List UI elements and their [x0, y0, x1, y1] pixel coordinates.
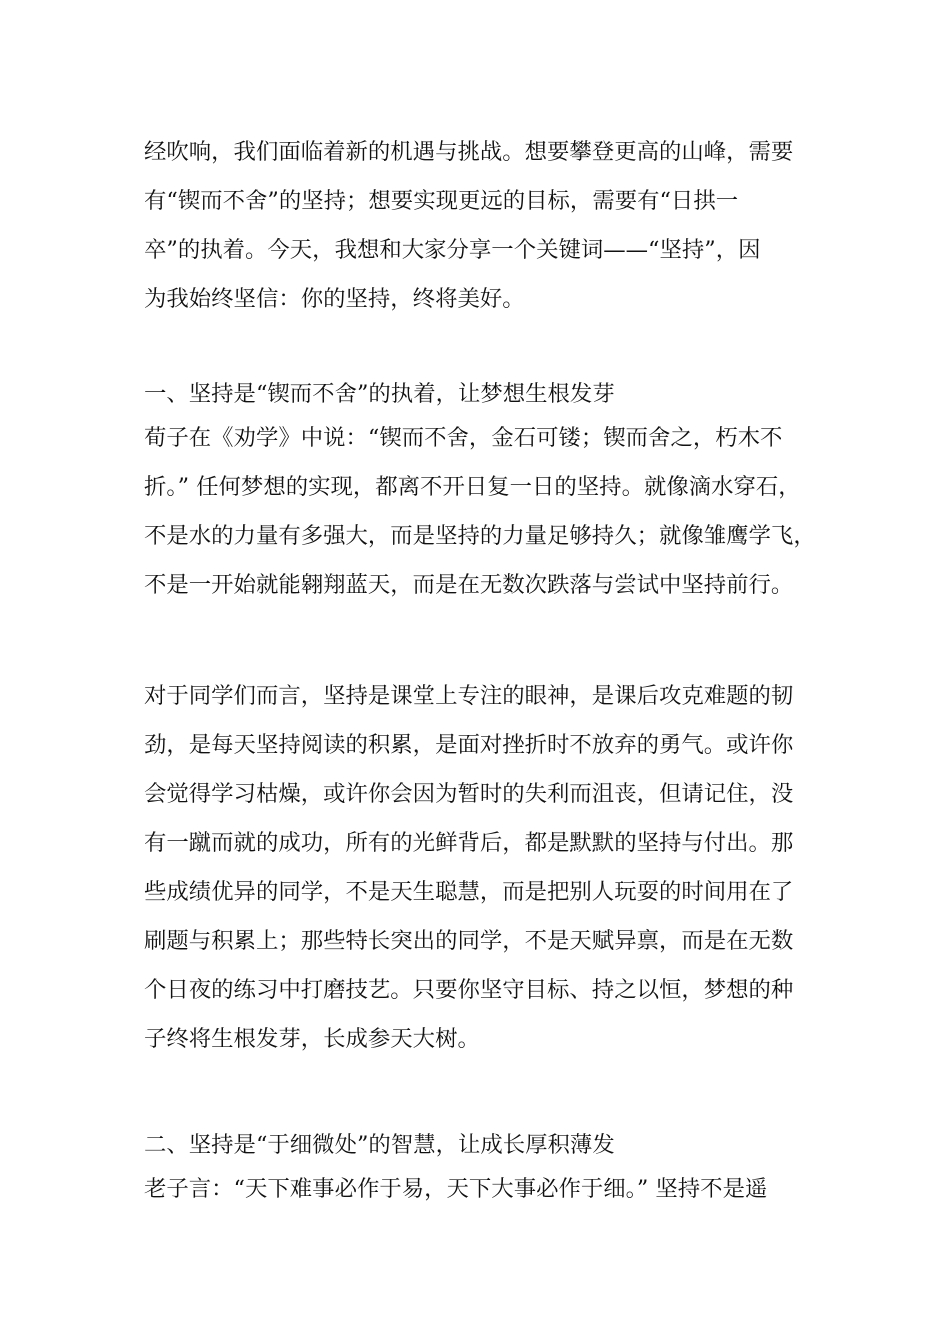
text-line: 会觉得学习枯燥，或许你会因为暂时的失利而沮丧，但请记住，没: [144, 781, 794, 807]
section-heading: 二、坚持是“于细微处”的智慧，让成长厚积薄发: [144, 1132, 615, 1158]
text-line: 荀子在《劝学》中说：“锲而不舍，金石可镂；锲而舍之，朽木不: [144, 425, 783, 451]
text-line: 劲，是每天坚持阅读的积累，是面对挫折时不放弃的勇气。或许你: [144, 732, 794, 758]
text-line: 有一蹴而就的成功，所有的光鲜背后，都是默默的坚持与付出。那: [144, 830, 794, 856]
text-line: 不是一开始就能翱翔蓝天，而是在无数次跌落与尝试中坚持前行。: [144, 572, 794, 598]
text-line: 对于同学们而言，坚持是课堂上专注的眼神，是课后攻克难题的韧: [144, 683, 794, 709]
text-line: 刷题与积累上；那些特长突出的同学，不是天赋异禀，而是在无数: [144, 928, 794, 954]
text-line: 老子言：“天下难事必作于易，天下大事必作于细。” 坚持不是遥: [144, 1176, 768, 1202]
section-2: [144, 1126, 824, 1214]
text-line: 为我始终坚信：你的坚持，终将美好。: [144, 286, 525, 312]
text-line: 有“锲而不舍”的坚持；想要实现更远的目标，需要有“日拱一: [144, 188, 739, 214]
section-1-paragraph-2: [144, 672, 824, 1064]
intro-paragraph: [144, 128, 824, 324]
text-line: 卒”的执着。今天，我想和大家分享一个关键词——“坚持”，因: [144, 237, 761, 263]
text-line: 些成绩优异的同学，不是天生聪慧，而是把别人玩耍的时间用在了: [144, 879, 794, 905]
text-line: 个日夜的练习中打磨技艺。只要你坚守目标、持之以恒，梦想的种: [144, 977, 794, 1003]
section-1: [144, 375, 824, 610]
text-line: 折。” 任何梦想的实现，都离不开日复一日的坚持。就像滴水穿石，: [144, 474, 801, 500]
text-line: 子终将生根发芽，长成参天大树。: [144, 1026, 480, 1052]
text-line: 经吹响，我们面临着新的机遇与挑战。想要攀登更高的山峰，需要: [144, 139, 794, 165]
text-line: 不是水的力量有多强大，而是坚持的力量足够持久；就像雏鹰学飞，: [144, 523, 816, 549]
section-heading: 一、坚持是“锲而不舍”的执着，让梦想生根发芽: [144, 381, 615, 407]
